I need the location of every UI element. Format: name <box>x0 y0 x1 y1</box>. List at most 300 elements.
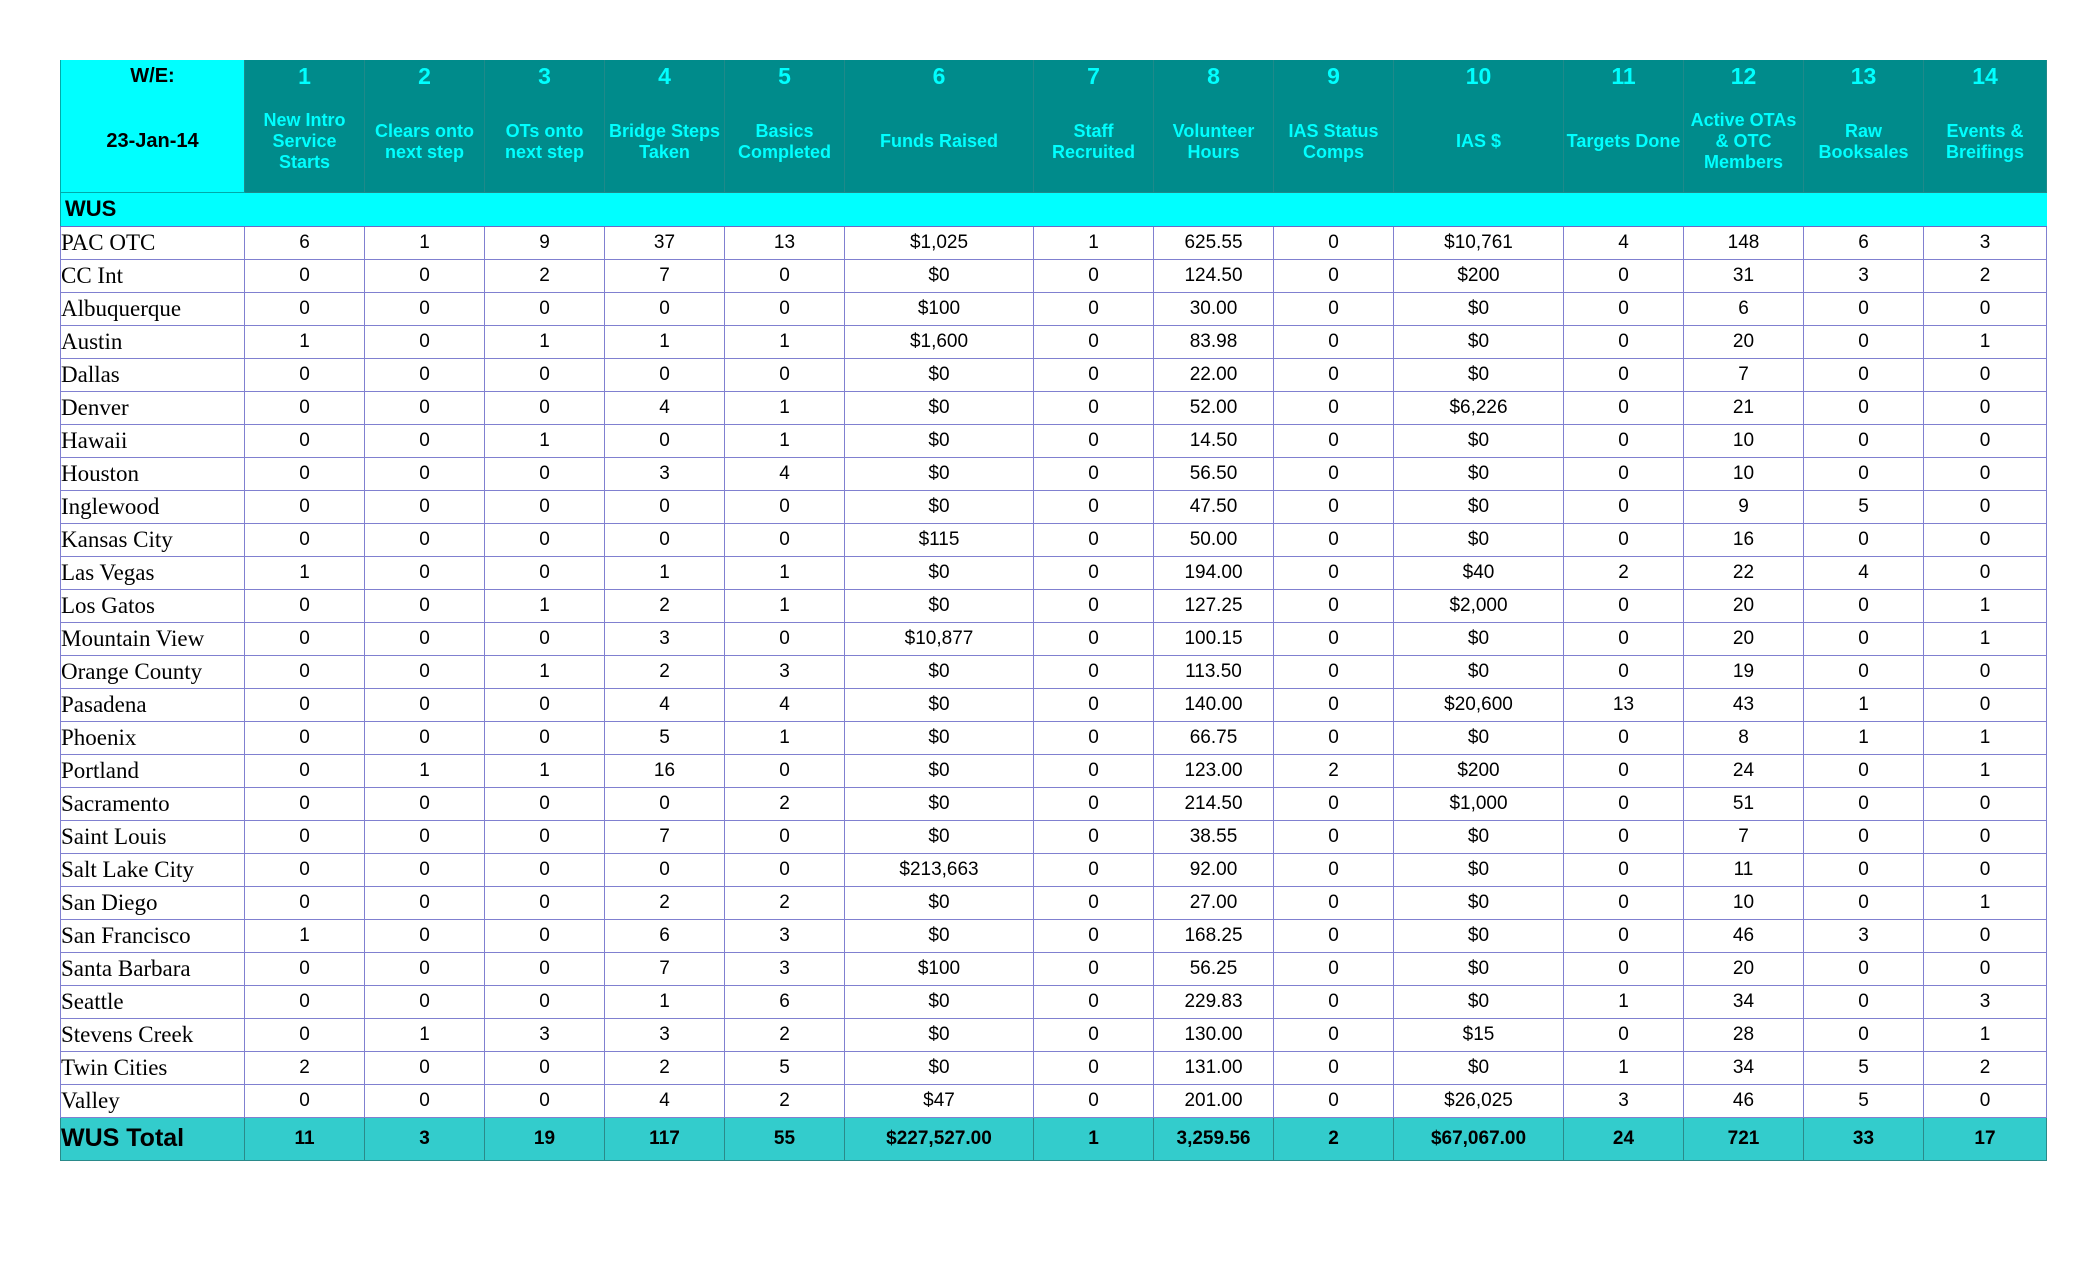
table-cell: 0 <box>485 952 605 985</box>
location-name: Seattle <box>61 985 245 1018</box>
table-row <box>61 853 2047 886</box>
table-cell: 0 <box>1804 1018 1924 1051</box>
table-cell: 0 <box>245 391 365 424</box>
table-cell: 0 <box>1804 589 1924 622</box>
header-number-row <box>61 60 2047 92</box>
location-name: Twin Cities <box>61 1051 245 1084</box>
table-cell: 1 <box>1564 985 1684 1018</box>
table-cell: 0 <box>365 259 485 292</box>
location-name: Phoenix <box>61 721 245 754</box>
table-cell: 1 <box>1924 589 2047 622</box>
table-cell: 0 <box>725 358 845 391</box>
table-cell: 56.50 <box>1154 457 1274 490</box>
table-cell: 10 <box>1684 457 1804 490</box>
table-cell: 0 <box>245 787 365 820</box>
table-cell: 0 <box>1274 292 1394 325</box>
table-cell: 0 <box>1274 1018 1394 1051</box>
table-cell: 0 <box>245 1018 365 1051</box>
table-cell: 1 <box>605 556 725 589</box>
table-cell: $20,600 <box>1394 688 1564 721</box>
table-cell: $0 <box>1394 820 1564 853</box>
table-cell: 2 <box>605 886 725 919</box>
table-cell: 0 <box>1804 754 1924 787</box>
table-cell: $0 <box>845 490 1034 523</box>
location-name: Mountain View <box>61 622 245 655</box>
table-cell: 1 <box>725 325 845 358</box>
table-cell: 0 <box>485 721 605 754</box>
table-cell: 0 <box>365 1084 485 1117</box>
table-cell: 0 <box>1804 886 1924 919</box>
table-cell: 0 <box>1274 358 1394 391</box>
table-cell: 20 <box>1684 952 1804 985</box>
table-cell: 0 <box>605 490 725 523</box>
table-cell: $0 <box>845 754 1034 787</box>
table-cell: 0 <box>1804 853 1924 886</box>
table-cell: 0 <box>1034 787 1154 820</box>
table-cell: 0 <box>485 1084 605 1117</box>
table-cell: $1,600 <box>845 325 1034 358</box>
table-cell: $0 <box>1394 919 1564 952</box>
table-row <box>61 787 2047 820</box>
table-cell: 0 <box>1034 721 1154 754</box>
table-cell: 0 <box>1564 325 1684 358</box>
table-cell: 1 <box>1924 622 2047 655</box>
table-cell: 131.00 <box>1154 1051 1274 1084</box>
location-name: Dallas <box>61 358 245 391</box>
table-cell: 16 <box>605 754 725 787</box>
total-cell: 2 <box>1274 1117 1394 1160</box>
table-cell: 0 <box>1564 523 1684 556</box>
table-cell: 0 <box>365 721 485 754</box>
table-cell: 0 <box>1274 259 1394 292</box>
table-cell: 0 <box>365 655 485 688</box>
table-cell: 0 <box>1274 589 1394 622</box>
table-cell: 0 <box>1034 556 1154 589</box>
table-cell: 0 <box>1924 556 2047 589</box>
table-cell: 0 <box>245 622 365 655</box>
table-cell: 0 <box>1924 919 2047 952</box>
table-cell: 0 <box>1034 391 1154 424</box>
table-row <box>61 655 2047 688</box>
table-row <box>61 1018 2047 1051</box>
table-cell: 0 <box>365 391 485 424</box>
location-name: Saint Louis <box>61 820 245 853</box>
table-cell: 0 <box>485 490 605 523</box>
column-header: Volunteer Hours <box>1154 92 1274 192</box>
table-cell: $0 <box>845 457 1034 490</box>
table-cell: 0 <box>1564 787 1684 820</box>
table-cell: 0 <box>1804 391 1924 424</box>
table-cell: $0 <box>845 985 1034 1018</box>
table-cell: 0 <box>245 523 365 556</box>
table-cell: 0 <box>1564 490 1684 523</box>
table-cell: 20 <box>1684 589 1804 622</box>
table-row <box>61 358 2047 391</box>
table-cell: 1 <box>725 391 845 424</box>
table-cell: 9 <box>485 226 605 259</box>
table-cell: $0 <box>845 820 1034 853</box>
location-name: Inglewood <box>61 490 245 523</box>
location-name: Las Vegas <box>61 556 245 589</box>
table-cell: $0 <box>845 886 1034 919</box>
table-cell: 2 <box>725 886 845 919</box>
table-cell: 0 <box>1924 358 2047 391</box>
table-row <box>61 457 2047 490</box>
table-cell: 0 <box>1034 622 1154 655</box>
table-row <box>61 523 2047 556</box>
table-cell: 0 <box>1034 259 1154 292</box>
table-cell: 0 <box>1564 853 1684 886</box>
table-cell: 0 <box>1274 325 1394 358</box>
table-row <box>61 325 2047 358</box>
table-cell: 8 <box>1684 721 1804 754</box>
total-cell: 11 <box>245 1117 365 1160</box>
table-cell: 2 <box>245 1051 365 1084</box>
table-cell: 0 <box>1274 985 1394 1018</box>
total-cell: 19 <box>485 1117 605 1160</box>
table-cell: 0 <box>1564 919 1684 952</box>
table-cell: 0 <box>605 853 725 886</box>
total-cell: 17 <box>1924 1117 2047 1160</box>
table-cell: 7 <box>1684 820 1804 853</box>
table-row <box>61 556 2047 589</box>
table-cell: 0 <box>1804 952 1924 985</box>
table-cell: 5 <box>605 721 725 754</box>
table-row <box>61 754 2047 787</box>
column-number: 13 <box>1804 60 1924 92</box>
table-cell: 0 <box>1034 1018 1154 1051</box>
table-cell: 27.00 <box>1154 886 1274 919</box>
table-cell: 0 <box>1924 391 2047 424</box>
section-row <box>61 192 2047 226</box>
table-cell: 0 <box>1924 457 2047 490</box>
table-cell: 0 <box>605 523 725 556</box>
table-cell: 0 <box>245 688 365 721</box>
table-cell: 214.50 <box>1154 787 1274 820</box>
table-cell: 0 <box>1564 952 1684 985</box>
table-cell: 0 <box>1564 622 1684 655</box>
table-cell: 1 <box>485 424 605 457</box>
table-cell: 0 <box>245 985 365 1018</box>
table-cell: 4 <box>605 688 725 721</box>
table-cell: 0 <box>245 424 365 457</box>
table-cell: 22 <box>1684 556 1804 589</box>
location-name: Valley <box>61 1084 245 1117</box>
table-cell: 1 <box>725 721 845 754</box>
location-name: Salt Lake City <box>61 853 245 886</box>
table-cell: 6 <box>1684 292 1804 325</box>
table-cell: 13 <box>1564 688 1684 721</box>
table-cell: 0 <box>245 853 365 886</box>
table-cell: 0 <box>605 358 725 391</box>
table-cell: 2 <box>725 1084 845 1117</box>
table-cell: 0 <box>1924 853 2047 886</box>
table-cell: 4 <box>1804 556 1924 589</box>
table-cell: 6 <box>605 919 725 952</box>
table-cell: 0 <box>1564 391 1684 424</box>
table-cell: 0 <box>725 622 845 655</box>
table-cell: 0 <box>485 985 605 1018</box>
table-cell: 1 <box>1804 721 1924 754</box>
table-cell: 11 <box>1684 853 1804 886</box>
table-cell: 0 <box>1564 424 1684 457</box>
table-cell: 0 <box>365 787 485 820</box>
table-cell: 0 <box>365 985 485 1018</box>
table-cell: 34 <box>1684 985 1804 1018</box>
table-cell: 0 <box>365 457 485 490</box>
column-header: Funds Raised <box>845 92 1034 192</box>
location-name: Hawaii <box>61 424 245 457</box>
table-cell: 4 <box>725 457 845 490</box>
table-cell: 0 <box>1034 886 1154 919</box>
table-cell: $0 <box>845 589 1034 622</box>
section-label: WUS <box>61 192 245 226</box>
table-cell: 0 <box>1274 622 1394 655</box>
table-cell: 124.50 <box>1154 259 1274 292</box>
table-cell: $115 <box>845 523 1034 556</box>
table-cell: 0 <box>605 424 725 457</box>
table-cell: 3 <box>725 952 845 985</box>
table-row <box>61 1051 2047 1084</box>
table-cell: $0 <box>1394 886 1564 919</box>
table-cell: 0 <box>1564 1018 1684 1051</box>
total-cell: $67,067.00 <box>1394 1117 1564 1160</box>
table-cell: 19 <box>1684 655 1804 688</box>
table-cell: $0 <box>1394 853 1564 886</box>
table-cell: 0 <box>1564 754 1684 787</box>
location-name: CC Int <box>61 259 245 292</box>
column-number: 14 <box>1924 60 2047 92</box>
week-ending-date: 23-Jan-14 <box>61 92 245 192</box>
table-cell: $10,877 <box>845 622 1034 655</box>
table-cell: 0 <box>1034 820 1154 853</box>
table-cell: 0 <box>1034 919 1154 952</box>
table-cell: 0 <box>245 886 365 919</box>
table-cell: 0 <box>365 886 485 919</box>
table-row <box>61 424 2047 457</box>
column-number: 12 <box>1684 60 1804 92</box>
table-cell: 5 <box>725 1051 845 1084</box>
table-body <box>61 226 2047 1117</box>
table-cell: 0 <box>1564 292 1684 325</box>
location-name: Stevens Creek <box>61 1018 245 1051</box>
table-cell: 4 <box>1564 226 1684 259</box>
table-cell: 0 <box>485 919 605 952</box>
table-cell: 52.00 <box>1154 391 1274 424</box>
table-cell: 0 <box>485 556 605 589</box>
column-header: Events & Breifings <box>1924 92 2047 192</box>
table-cell: 0 <box>1924 292 2047 325</box>
table-cell: 0 <box>1274 490 1394 523</box>
table-row <box>61 226 2047 259</box>
table-cell: 28 <box>1684 1018 1804 1051</box>
column-number: 7 <box>1034 60 1154 92</box>
table-cell: 0 <box>1274 523 1394 556</box>
table-cell: 0 <box>1274 1084 1394 1117</box>
table-cell: 0 <box>365 490 485 523</box>
table-cell: $0 <box>1394 490 1564 523</box>
table-cell: 0 <box>1274 853 1394 886</box>
table-cell: 0 <box>485 688 605 721</box>
table-cell: 0 <box>1274 424 1394 457</box>
table-row <box>61 391 2047 424</box>
table-cell: 1 <box>485 655 605 688</box>
table-cell: $26,025 <box>1394 1084 1564 1117</box>
table-cell: 0 <box>485 886 605 919</box>
table-cell: 0 <box>1804 292 1924 325</box>
table-cell: 50.00 <box>1154 523 1274 556</box>
table-cell: 2 <box>605 589 725 622</box>
table-cell: 0 <box>725 853 845 886</box>
table-row <box>61 1084 2047 1117</box>
table-cell: 0 <box>1564 457 1684 490</box>
table-row <box>61 688 2047 721</box>
table-cell: 20 <box>1684 622 1804 655</box>
table-cell: 0 <box>1924 820 2047 853</box>
table-cell: 0 <box>1564 886 1684 919</box>
table-cell: 1 <box>1034 226 1154 259</box>
table-cell: 0 <box>1274 391 1394 424</box>
table-cell: 1 <box>245 556 365 589</box>
column-number: 1 <box>245 60 365 92</box>
column-number: 3 <box>485 60 605 92</box>
total-cell: 3,259.56 <box>1154 1117 1274 1160</box>
table-cell: 2 <box>725 1018 845 1051</box>
table-row <box>61 292 2047 325</box>
table-cell: 0 <box>1274 688 1394 721</box>
table-cell: 0 <box>1924 1084 2047 1117</box>
table-cell: 46 <box>1684 919 1804 952</box>
table-cell: 1 <box>1924 1018 2047 1051</box>
table-cell: 0 <box>1034 1051 1154 1084</box>
column-number: 6 <box>845 60 1034 92</box>
table-cell: 10 <box>1684 424 1804 457</box>
column-header: IAS $ <box>1394 92 1564 192</box>
column-header: Bridge Steps Taken <box>605 92 725 192</box>
column-header: Active OTAs & OTC Members <box>1684 92 1804 192</box>
table-row <box>61 259 2047 292</box>
table-cell: 0 <box>1034 424 1154 457</box>
table-cell: 1 <box>1924 754 2047 787</box>
table-cell: 0 <box>1274 556 1394 589</box>
column-header: OTs onto next step <box>485 92 605 192</box>
table-cell: 0 <box>1804 985 1924 1018</box>
table-cell: 4 <box>725 688 845 721</box>
table-cell: 7 <box>605 952 725 985</box>
table-cell: $0 <box>1394 292 1564 325</box>
table-cell: $0 <box>1394 424 1564 457</box>
table-row <box>61 919 2047 952</box>
table-cell: 0 <box>245 655 365 688</box>
table-cell: 51 <box>1684 787 1804 820</box>
table-cell: $0 <box>1394 985 1564 1018</box>
table-cell: 0 <box>725 523 845 556</box>
table-cell: 13 <box>725 226 845 259</box>
table-row <box>61 589 2047 622</box>
table-cell: 140.00 <box>1154 688 1274 721</box>
table-cell: 0 <box>1034 325 1154 358</box>
total-row <box>61 1117 2047 1160</box>
total-cell: 55 <box>725 1117 845 1160</box>
table-cell: $0 <box>845 1018 1034 1051</box>
table-row <box>61 985 2047 1018</box>
table-cell: 0 <box>1034 457 1154 490</box>
location-name: Kansas City <box>61 523 245 556</box>
table-cell: $0 <box>1394 655 1564 688</box>
table-cell: 0 <box>1924 787 2047 820</box>
table-cell: 2 <box>1924 259 2047 292</box>
table-cell: 3 <box>605 1018 725 1051</box>
table-cell: 1 <box>1924 886 2047 919</box>
table-cell: 0 <box>245 721 365 754</box>
table-cell: 0 <box>1034 952 1154 985</box>
table-cell: 6 <box>1804 226 1924 259</box>
table-cell: $0 <box>1394 721 1564 754</box>
table-cell: $0 <box>845 358 1034 391</box>
column-number: 8 <box>1154 60 1274 92</box>
table-cell: 0 <box>365 424 485 457</box>
table-cell: 0 <box>1924 688 2047 721</box>
table-cell: 1 <box>245 325 365 358</box>
table-cell: 0 <box>365 358 485 391</box>
location-name: Santa Barbara <box>61 952 245 985</box>
table-cell: 0 <box>365 1051 485 1084</box>
location-name: Albuquerque <box>61 292 245 325</box>
table-cell: 0 <box>1564 358 1684 391</box>
table-cell: 4 <box>605 391 725 424</box>
table-cell: 2 <box>605 1051 725 1084</box>
table-cell: 0 <box>1274 1051 1394 1084</box>
table-cell: 1 <box>725 424 845 457</box>
column-header: Targets Done <box>1564 92 1684 192</box>
table-cell: 100.15 <box>1154 622 1274 655</box>
table-cell: 0 <box>1804 424 1924 457</box>
table-cell: 1 <box>365 226 485 259</box>
column-header: Staff Recruited <box>1034 92 1154 192</box>
location-name: Houston <box>61 457 245 490</box>
table-cell: 0 <box>1034 523 1154 556</box>
table-cell: 0 <box>1804 358 1924 391</box>
location-name: Denver <box>61 391 245 424</box>
table-cell: 0 <box>365 556 485 589</box>
location-name: Los Gatos <box>61 589 245 622</box>
table-cell: 92.00 <box>1154 853 1274 886</box>
table-cell: 0 <box>1034 490 1154 523</box>
location-name: PAC OTC <box>61 226 245 259</box>
weekly-stats-table <box>60 60 2047 1161</box>
table-cell: 0 <box>1924 655 2047 688</box>
table-cell: $0 <box>845 424 1034 457</box>
table-cell: 0 <box>605 787 725 820</box>
table-row <box>61 952 2047 985</box>
table-cell: $0 <box>1394 325 1564 358</box>
location-name: Austin <box>61 325 245 358</box>
table-cell: 168.25 <box>1154 919 1274 952</box>
table-cell: 0 <box>1274 457 1394 490</box>
table-cell: $200 <box>1394 259 1564 292</box>
table-cell: 24 <box>1684 754 1804 787</box>
column-header: New Intro Service Starts <box>245 92 365 192</box>
location-name: San Francisco <box>61 919 245 952</box>
table-cell: 1 <box>605 985 725 1018</box>
table-cell: 0 <box>605 292 725 325</box>
table-cell: 5 <box>1804 1051 1924 1084</box>
table-cell: 0 <box>725 820 845 853</box>
table-cell: 0 <box>245 952 365 985</box>
table-cell: 0 <box>725 754 845 787</box>
table-cell: 3 <box>1564 1084 1684 1117</box>
table-cell: 0 <box>245 1084 365 1117</box>
